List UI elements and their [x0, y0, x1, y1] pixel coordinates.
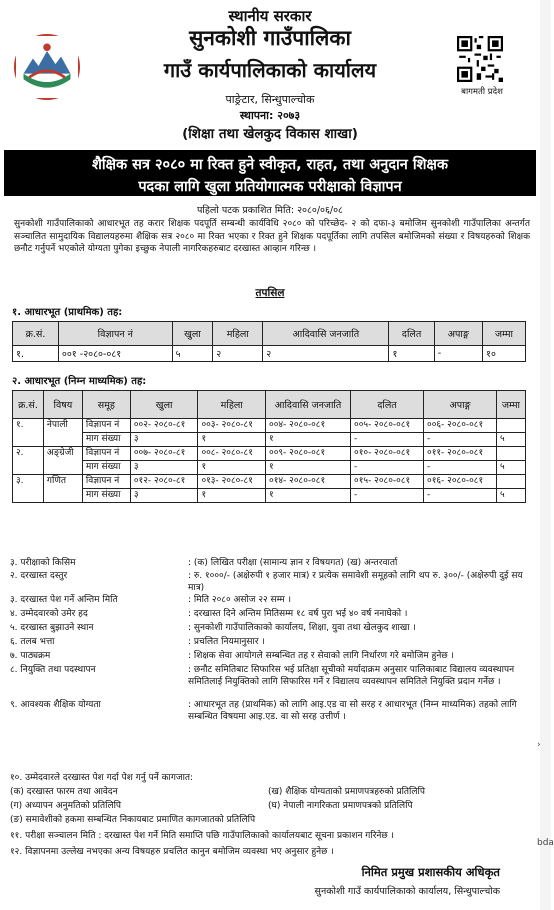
t1-cell: २: [213, 346, 263, 362]
footnote: ११. परीक्षा सञ्चालन मिति : दरखास्त पेश गर्ने मिति समाप्ति पछि गाउँपालिकाको कार्यालयबाट सूचना प्रकाशन गरिनेछ ।: [10, 831, 394, 841]
t2-subject-cell: अङ्ग्रेजी: [43, 447, 82, 475]
t1-cell: १०: [483, 346, 526, 362]
t2-adv-cell: ००६- २०८०-०८१: [424, 419, 497, 433]
t2-header-cell: विषय: [43, 391, 82, 419]
t2-header-cell: जम्मा: [497, 391, 526, 419]
t2-demand-cell: १: [198, 461, 266, 475]
info-key: ३. दरखास्त पेश गर्ने अन्तिम मिति: [10, 595, 118, 605]
info-value: : मिति २०८० असोज २२ सम्म ।: [188, 595, 291, 605]
t2-adv-cell: ००५- २०८०-०८१: [351, 419, 424, 433]
t2-demand-cell: ३: [130, 489, 198, 503]
banner-line2: पदका लागि खुला प्रतियोगात्मक परीक्षाको विज्ञापन: [138, 179, 402, 195]
municipality-name: सुनकोशी गाउँपालिका: [189, 26, 351, 50]
t1-cell: ५: [172, 346, 213, 362]
t2-demand-cell: ३: [130, 433, 198, 447]
table-row: [13, 475, 526, 489]
intro-paragraph: सुनकोशी गाउँपालिकाको आधारभूत तह करार शिक्षक पदपूर्ति सम्बन्धी कार्यविधि २०८० को परिच्छेद- २ को दफा-३ बमोजिम सुनकोशी गाउँपालिका अन्तर्गत सञ्चालित सामुदायिक विद्यालयहरुमा शैक्षिक सत्र २०८० मा रिक्त भएका र रिक्त हुने शिक्षक पदपूर्तिका लागि तपसिल बमोजिमको संख्या र विषयहरुको शिक्षक छनौट गर्नुपर्ने भएकोले योग्यता पुगेका इच्छुक नेपाली नागरिकहरुबाट दरखास्त आव्हान गरिन्छ ।: [14, 219, 530, 254]
letterhead: [0, 0, 540, 147]
t2-sn-cell: ३.: [13, 475, 44, 503]
province-label: बागमती प्रदेश: [461, 87, 503, 97]
t1-cell: ००१ -२०८०-०८१: [58, 346, 172, 362]
info-value: : छनौट समितिबाट सिफारिस भई प्रतिक्षा सूचीको मर्यादाक्रम अनुसार पालिकाबाट विद्यालय व्यवस्थापन समितिलाई नियुक्तिको लागि सिफारिस गर्ने र विद्यालय व्यवस्थापन समितिले नियुक्ति प्रदान गर्नेछ ।: [188, 665, 515, 687]
t2-header-cell: खुला: [130, 391, 198, 419]
t2-header-cell: महिला: [198, 391, 266, 419]
t2-empty-cell: [497, 447, 526, 461]
t2-adv-cell: ०११- २०८०-०८१: [424, 447, 497, 461]
t2-adv-label-cell: विज्ञापन नं: [82, 475, 130, 489]
t2-demand-label-cell: माग संख्या: [82, 433, 130, 447]
t2-adv-cell: ००९- २०८०-०८१: [266, 447, 351, 461]
table-row: [13, 346, 526, 362]
branch-name: (शिक्षा तथा खेलकुद विकास शाखा): [182, 126, 358, 142]
t2-adv-cell: ०१५- २०८०-०८१: [351, 475, 424, 489]
t1-cell: १.: [13, 346, 59, 362]
t2-adv-cell: ००७- २०८०-८१: [130, 447, 198, 461]
t2-adv-cell: ००२- २०८०-८१: [130, 419, 198, 433]
t2-header-cell: दलित: [351, 391, 424, 419]
info-value: : शिक्षक सेवा आयोगले सम्बन्धित तह र सेवाको लागि निर्धारण गरे बमोजिम हुनेछ ।: [188, 651, 454, 661]
t2-adv-cell: ०१३- २०८०-८१: [198, 475, 266, 489]
section1-title: १. आधारभूत (प्राथमिक) तह:: [12, 307, 123, 318]
t2-subject-cell: नेपाली: [43, 419, 82, 447]
table-row: [13, 433, 526, 447]
info-value: : दरखास्त दिने अन्तिम मितिसम्म १८ वर्ष पुरा भई ४० वर्ष ननाघेको ।: [188, 609, 408, 619]
t2-demand-cell: ३: [130, 461, 198, 475]
documents-title: १०. उम्मेदवारले दरखास्त पेश गर्दा पेश गर्नु पर्ने कागजात:: [10, 773, 194, 783]
info-key: ९. आवश्यक शैक्षिक योग्यता: [10, 700, 101, 710]
primary-level-table: [12, 321, 526, 362]
t2-empty-cell: [497, 475, 526, 489]
info-item: [10, 595, 532, 607]
table-row: [13, 447, 526, 461]
info-value: : रु. १०००/- (अक्षेरुपी १ हजार मात्र) र प्रत्येक समावेशी समूहको लागि थप रु. ३००/- (अक्षेरुपी दुई सय मात्र): [188, 571, 523, 593]
viewer-gutter: [540, 0, 551, 910]
t2-adv-label-cell: विज्ञापन नं: [82, 419, 130, 433]
t2-sn-cell: १.: [13, 419, 44, 447]
t2-adv-cell: ०१२- २०८०-८१: [130, 475, 198, 489]
info-key: ७. पाठ्यक्रम: [10, 651, 51, 661]
info-key: ३. परीक्षाको किसिम: [10, 558, 76, 568]
document-item: (ङ) समावेशीको हकमा सम्बन्धित निकायबाट प्रमाणित कागजातको प्रतिलिपि: [10, 815, 256, 825]
document-item: (क) दरखास्त फारम तथा आवेदन: [10, 787, 118, 797]
t2-sn-cell: २.: [13, 447, 44, 475]
established-year: स्थापना: २०७३: [239, 109, 301, 122]
chevron-right-icon[interactable]: ›: [537, 740, 541, 750]
details-heading: तपसिल: [255, 287, 285, 299]
t2-demand-cell: १: [266, 461, 351, 475]
t2-demand-cell: १: [198, 489, 266, 503]
info-item: [10, 665, 532, 699]
t2-subject-cell: गणित: [43, 475, 82, 503]
t2-adv-label-cell: विज्ञापन नं: [82, 447, 130, 461]
t1-header-cell: अपाङ्ग: [434, 322, 482, 346]
t2-demand-label-cell: माग संख्या: [82, 489, 130, 503]
gutter-text: bda: [537, 838, 554, 848]
info-item: [10, 651, 532, 663]
t2-adv-cell: ००३- २०८०-८१: [198, 419, 266, 433]
publication-date: पहिलो पटक प्रकाशित मिति: २०८०/०६/०८: [197, 205, 343, 216]
t2-adv-cell: ०१६- २०८०-०८१: [424, 475, 497, 489]
table-row: [13, 461, 526, 475]
t2-demand-cell: -: [351, 489, 424, 503]
section2-title: २. आधारभूत (निम्न माध्यमिक) तह:: [12, 376, 147, 387]
t1-header-cell: क्र.सं.: [13, 322, 59, 346]
t2-demand-cell: ५: [497, 433, 526, 447]
info-item: [10, 571, 532, 593]
signatory-office: सुनकोशी गाउँ कार्यपालिकाको कार्यालय, सिन्धुपाल्चोक: [314, 886, 500, 897]
title-banner: [4, 150, 536, 196]
info-key: ४. उम्मेदवारको उमेर हद: [10, 609, 88, 619]
info-key: ६. तलब भत्ता: [10, 637, 55, 647]
t2-demand-cell: ५: [497, 489, 526, 503]
document-item: (ग) अध्यापन अनुमतिको प्रतिलिपि: [10, 801, 122, 811]
qr-code-icon: [457, 36, 503, 82]
t2-header-cell: समूह: [82, 391, 130, 419]
t2-demand-cell: १: [198, 433, 266, 447]
t1-header-cell: दलित: [389, 322, 434, 346]
info-item: [10, 609, 532, 621]
t2-demand-cell: -: [351, 433, 424, 447]
office-name: गाउँ कार्यपालिकाको कार्यालय: [163, 58, 377, 82]
lower-secondary-table: [12, 390, 526, 503]
t2-demand-label-cell: माग संख्या: [82, 461, 130, 475]
t2-adv-cell: ०१४- २०८०-०८१: [266, 475, 351, 489]
t2-demand-cell: -: [424, 433, 497, 447]
t1-header-cell: महिला: [213, 322, 263, 346]
table-row: [13, 419, 526, 433]
info-item: [10, 700, 532, 722]
info-value: : आधारभूत तह (प्राथमिक) को लागि आइ.एड वा सो सरह र आधारभूत (निम्न माध्यमिक) तहको लागि सम्बन्धित विषयमा आइ.एड. वा सो सरह उत्तीर्ण ।: [188, 700, 517, 722]
t1-header-cell: खुला: [172, 322, 213, 346]
t1-header-cell: आदिवासि जनजाति: [263, 322, 389, 346]
t2-demand-cell: -: [351, 461, 424, 475]
info-key: २. दरखास्त दस्तुर: [10, 571, 68, 581]
info-value: : (क) लिखित परीक्षा (सामान्य ज्ञान र विषयगत) (ख) अन्तरवार्ता: [188, 558, 398, 568]
t2-demand-cell: -: [424, 489, 497, 503]
document-item: (ख) शैक्षिक योग्यताको प्रमाणपत्रहरुको प्रतिलिपि: [268, 787, 425, 797]
t1-cell: -: [434, 346, 482, 362]
info-item: [10, 558, 532, 570]
document-item: (घ) नेपाली नागरिकता प्रमाणपत्रको प्रतिलिपि: [268, 801, 413, 811]
t2-empty-cell: [497, 419, 526, 433]
t2-header-cell: अपाङ्ग: [424, 391, 497, 419]
t1-cell: १: [389, 346, 434, 362]
office-address: पाङ्रेटार, सिन्धुपाल्चोक: [225, 93, 315, 106]
info-value: : सुनकोशी गाउँपालिकाको कार्यालय, शिक्षा, युवा तथा खेलकुद शाखा ।: [188, 623, 416, 633]
t2-demand-cell: -: [424, 461, 497, 475]
t2-demand-cell: १: [266, 433, 351, 447]
t1-header-cell: जम्मा: [483, 322, 526, 346]
info-key: ८. नियुक्ति तथा पदस्थापन: [10, 665, 96, 675]
signatory-title: निमित प्रमुख प्रशासकीय अधिकृत: [361, 865, 500, 879]
t1-header-cell: विज्ञापन नं: [58, 322, 172, 346]
t2-header-cell: क्र.सं.: [13, 391, 44, 419]
t2-adv-cell: ००८- २०८०-८१: [198, 447, 266, 461]
footnote: १२. विज्ञापनमा उल्लेख नभएका अन्य विषयहरु प्रचलित कानुन बमोजिम व्यवस्था भए अनुसार हुनेछ ।: [10, 847, 334, 857]
info-key: ५. दरखास्त बुझाउने स्थान: [10, 623, 94, 633]
t2-demand-cell: १: [266, 489, 351, 503]
info-value: : प्रचलित नियमानुसार ।: [188, 637, 265, 647]
header-line1: स्थानीय सरकार: [228, 7, 312, 25]
info-item: [10, 637, 532, 649]
t2-demand-cell: ५: [497, 461, 526, 475]
info-item: [10, 623, 532, 635]
t2-adv-cell: ००४- २०८०-०८१: [266, 419, 351, 433]
banner-line1: शैक्षिक सत्र २०८० मा रिक्त हुने स्वीकृत, राहत, तथा अनुदान शिक्षक: [91, 157, 449, 173]
table-row: [13, 489, 526, 503]
t1-cell: २: [263, 346, 389, 362]
t2-header-cell: आदिवासि जनजाति: [266, 391, 351, 419]
t2-adv-cell: ०१०- २०८०-०८१: [351, 447, 424, 461]
